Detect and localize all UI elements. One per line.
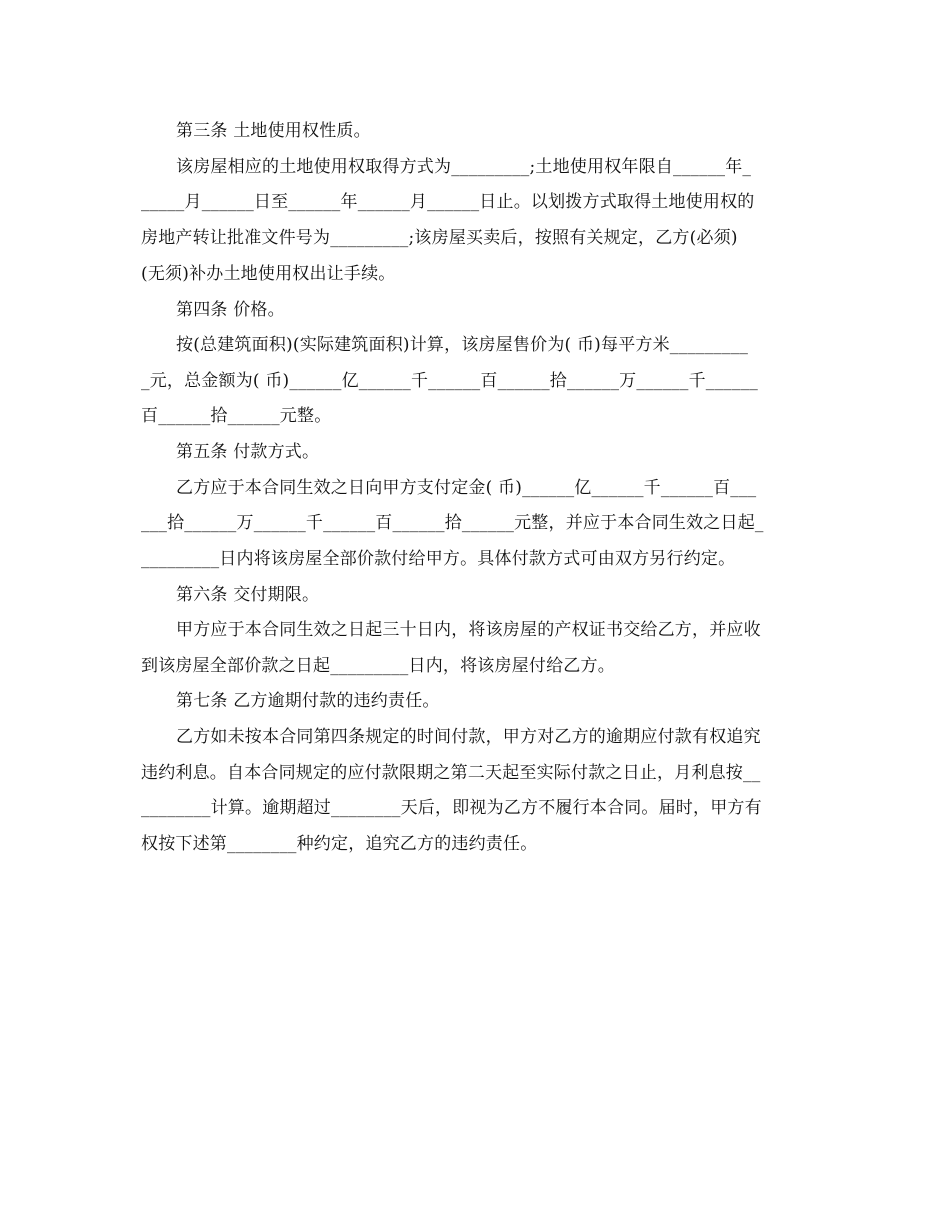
text-line: 乙方应于本合同生效之日向甲方支付定金( 币)______亿______千______百___ [176,478,757,498]
text-line: _元，总金额为( 币)______亿______千______百______拾______万______千______ [141,371,758,391]
article-4-heading: 第四条 价格。 [176,300,285,320]
text-line: _____月______日至______年______月______日止。以划拨方式取得土地使用权的 [141,192,755,212]
article-5-heading: 第五条 付款方式。 [176,442,320,462]
text-line: 违约利息。自本合同规定的应付款限期之第二天起至实际付款之日止，月利息按__ [141,763,761,783]
text-line: 甲方应于本合同生效之日起三十日内，将该房屋的产权证书交给乙方，并应收 [176,620,761,640]
text-line: 按(总建筑面积)(实际建筑面积)计算，该房屋售价为( 币)每平方米_________ [176,335,749,355]
text-line: (无须)补办土地使用权出让手续。 [141,264,396,284]
text-line: ___拾______万______千______百______拾______元整，并应于本合同生效之日起_ [141,513,764,533]
article-3-heading: 第三条 土地使用权性质。 [176,121,371,141]
text-line: 房地产转让批准文件号为_________;该房屋买卖后，按照有关规定，乙方(必须) [141,228,738,248]
article-7-heading: 第七条 乙方逾期付款的违约责任。 [176,691,440,711]
text-line: 该房屋相应的土地使用权取得方式为_________;土地使用权年限自______年_ [176,157,752,177]
text-line: _________日内将该房屋全部价款付给甲方。具体付款方式可由双方另行约定。 [141,549,736,569]
text-line: 权按下述第________种约定，追究乙方的违约责任。 [141,834,538,854]
text-line: 百______拾______元整。 [141,406,332,426]
article-6-heading: 第六条 交付期限。 [176,585,320,605]
text-line: 到该房屋全部价款之日起_________日内，将该房屋付给乙方。 [141,656,615,676]
text-line: ________计算。逾期超过________天后，即视为乙方不履行本合同。届时，甲方有 [141,798,762,818]
text-line: 乙方如未按本合同第四条规定的时间付款，甲方对乙方的逾期应付款有权追究 [176,727,761,747]
